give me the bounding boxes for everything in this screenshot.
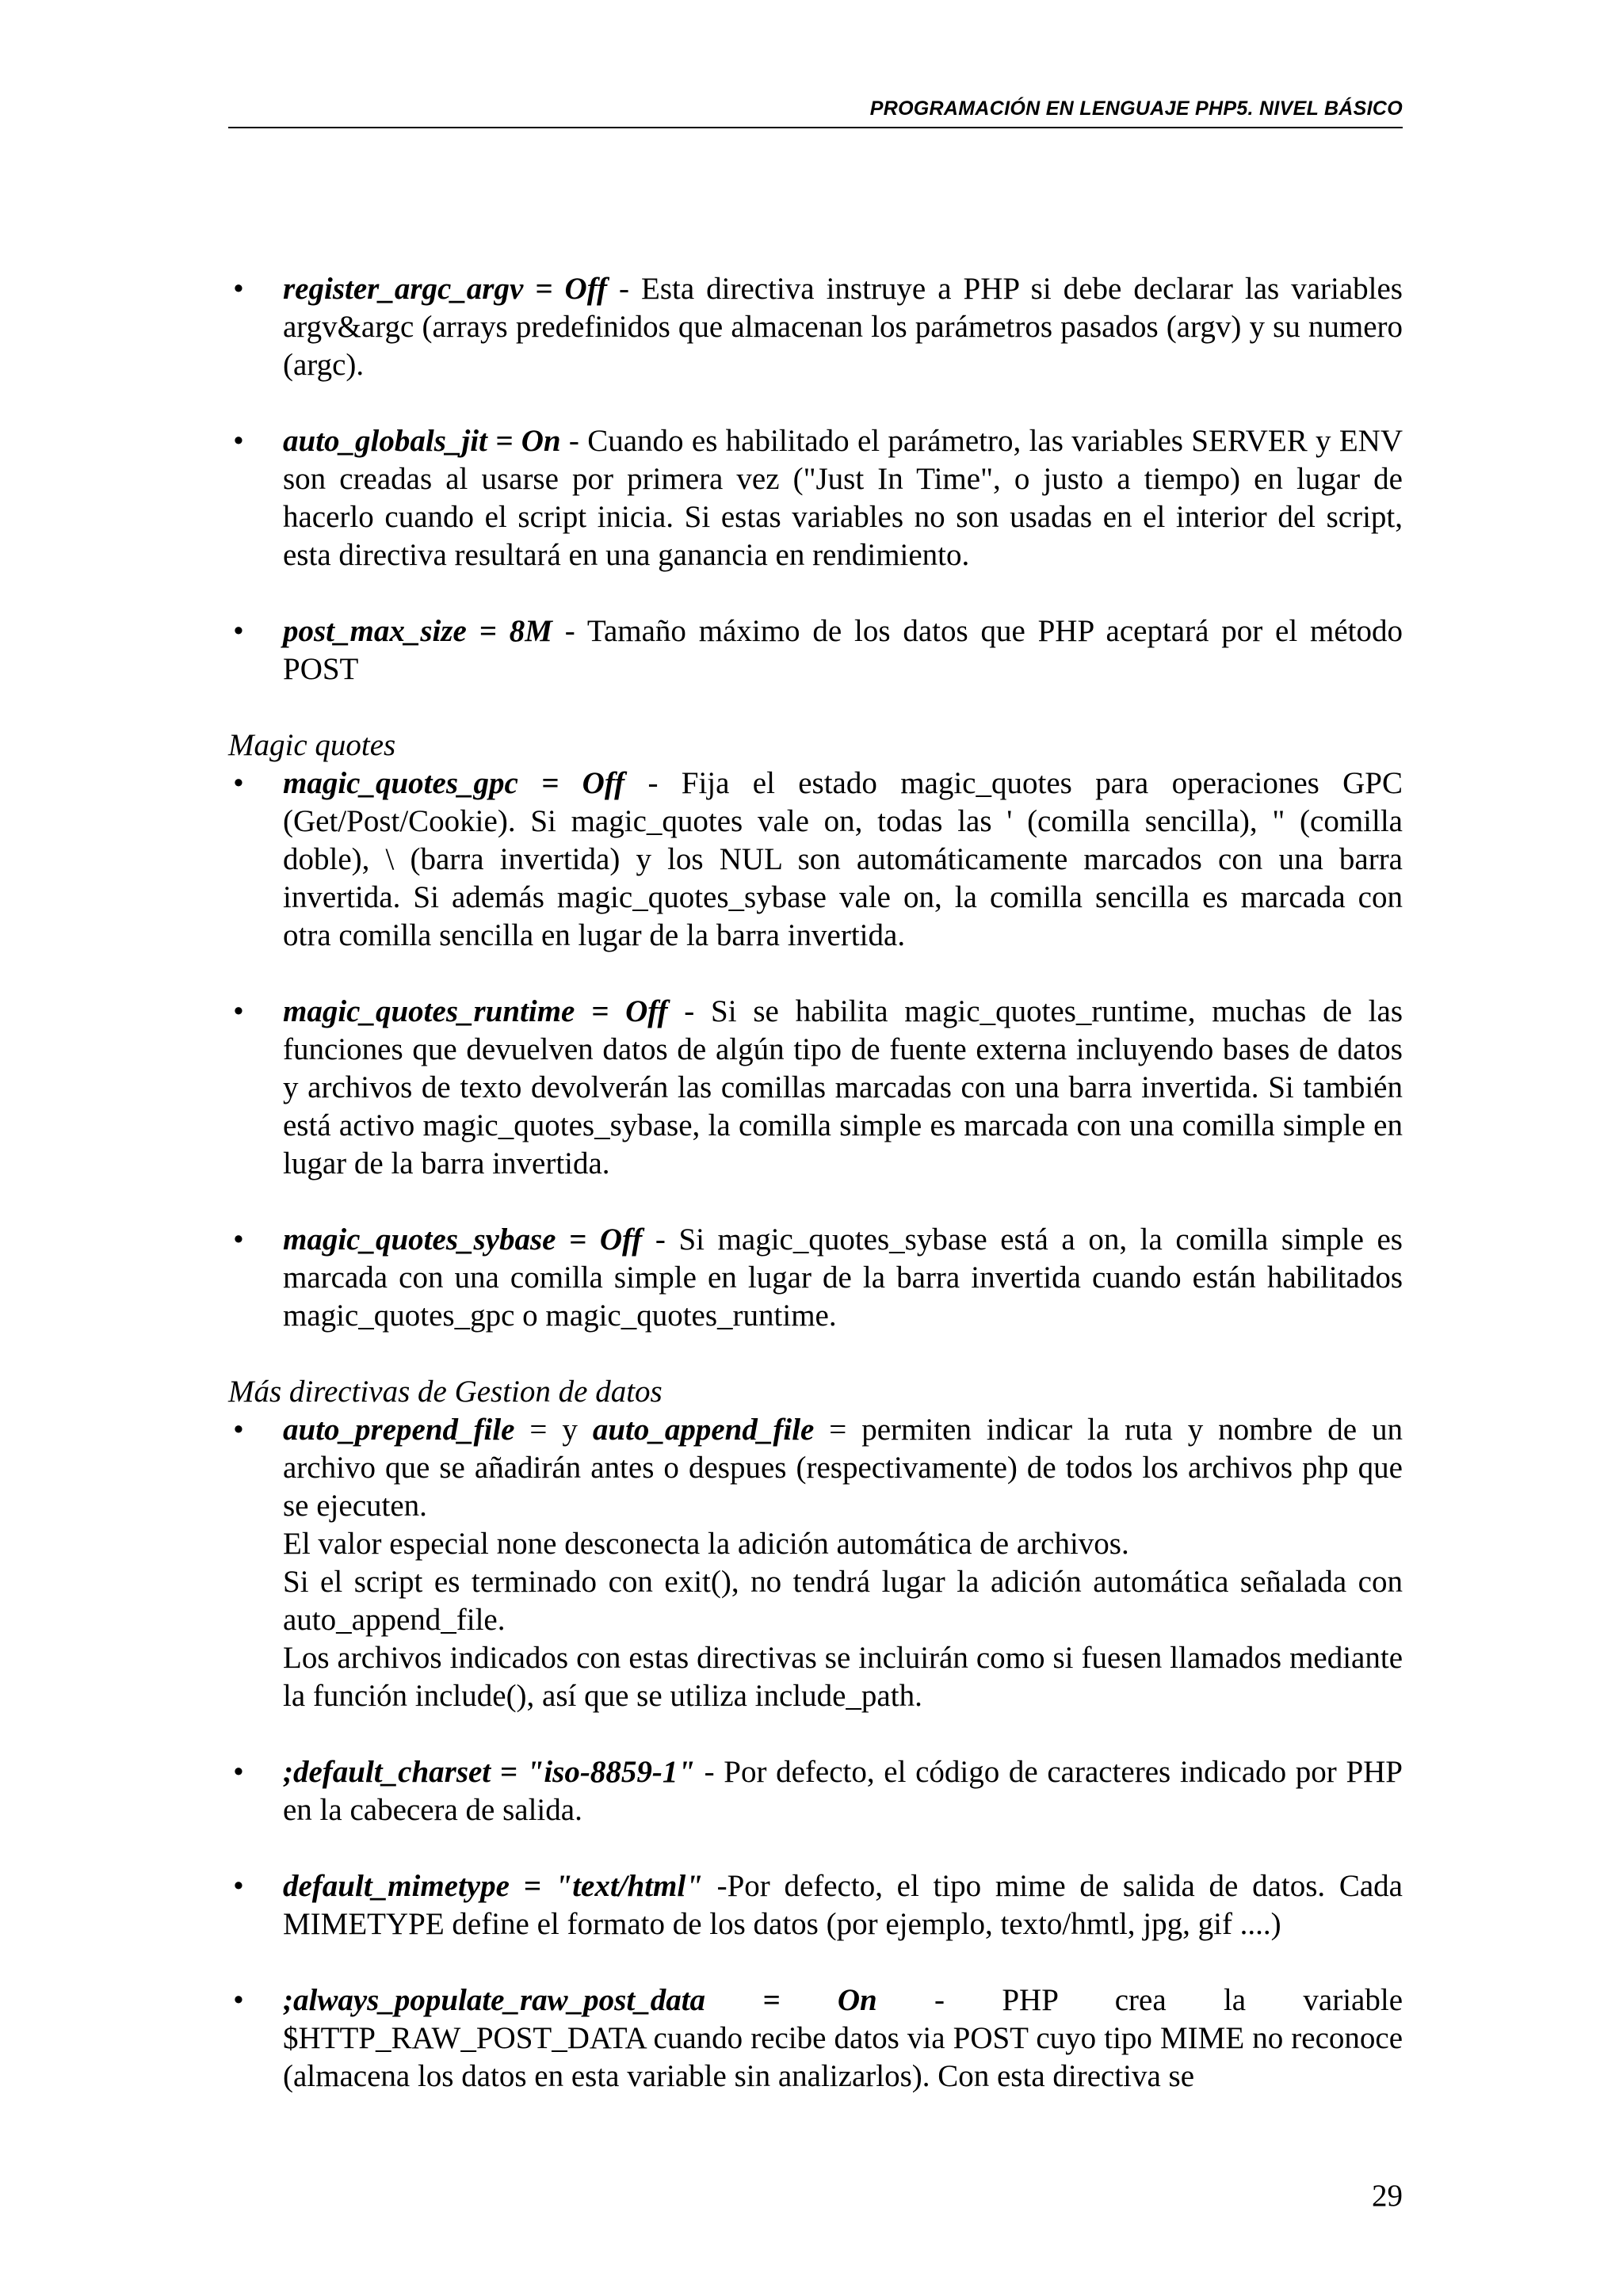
list-item-magic-quotes-runtime: [228, 993, 1403, 1183]
section-title-data-management: Más directivas de Gestion de datos: [228, 1375, 663, 1409]
directive-name: register_argc_argv = Off: [283, 272, 607, 306]
directive-name: post_max_size = 8M: [283, 614, 552, 648]
list-item-always-populate-raw-post-data: [228, 1981, 1403, 2096]
directive-description: - Cuando es habilitado el parámetro, las variables SERVER y ENV son creadas al usarse por primera vez ("Just In Time", o justo a tiempo) en lugar de hacerlo cuando el script inicia. Si estas variables no son usadas en el interior del script, esta directiva resultará en una ganancia en rendimiento.: [283, 424, 1403, 572]
bullet-icon: •: [233, 1413, 244, 1447]
directive-description: -Por defecto, el tipo mime de salida de datos. Cada MIMETYPE define el formato de los datos (por ejemplo, texto/hmtl, jpg, gif ....): [283, 1869, 1403, 1941]
directive-name: auto_globals_jit = On: [283, 424, 561, 458]
list-item-auto-globals-jit: [228, 422, 1403, 574]
directive-description: - PHP crea la variable $HTTP_RAW_POST_DATA cuando recibe datos via POST cuyo tipo MIME no reconoce (almacena los datos en esta variable sin analizarlos). Con esta directiva se: [283, 1983, 1403, 2093]
section-title-magic-quotes: Magic quotes: [228, 728, 396, 762]
directive-name: default_mimetype = "text/html": [283, 1869, 703, 1903]
bullet-icon: •: [233, 1755, 244, 1789]
bullet-icon: •: [233, 272, 244, 306]
list-item-magic-quotes-sybase: [228, 1221, 1403, 1335]
bullet-icon: •: [233, 1222, 244, 1257]
directive-name: magic_quotes_gpc = Off: [283, 766, 625, 800]
directive-name: ;always_populate_raw_post_data = On: [283, 1983, 877, 2017]
bullet-icon: •: [233, 1869, 244, 1903]
page-number: 29: [1372, 2179, 1403, 2213]
directive-name: magic_quotes_runtime = Off: [283, 994, 668, 1028]
directive-description: - Si se habilita magic_quotes_runtime, muchas de las funciones que devuelven datos de algún tipo de fuente externa incluyendo bases de datos y archivos de texto devolverán las comillas marcadas con una barra invertida. Si también está activo magic_quotes_sybase, la comilla simple es marcada con una comilla simple en lugar de la barra invertida.: [283, 994, 1403, 1180]
directive-description: = permiten indicar la ruta y nombre de un archivo que se añadirán antes o despues (respectivamente) de todos los archivos php que se ejecuten.: [283, 1413, 1403, 1523]
page-header: [228, 97, 1403, 128]
directive-description: - Fija el estado magic_quotes para operaciones GPC (Get/Post/Cookie). Si magic_quotes vale on, todas las ' (comilla sencilla), " (comilla doble), \ (barra invertida) y los NUL son automáticamente marcados con una barra invertida. Si además magic_quotes_sybase vale on, la comilla sencilla es marcada con otra comilla sencilla en lugar de la barra invertida.: [283, 766, 1403, 952]
prepend-paragraph: [283, 1411, 1403, 1525]
bullet-icon: •: [233, 1983, 244, 2017]
bullet-icon: •: [233, 994, 244, 1028]
bullet-icon: •: [233, 766, 244, 800]
list-item-default-charset: [228, 1753, 1403, 1829]
list-item-post-max-size: [228, 612, 1403, 688]
bullet-icon: •: [233, 614, 244, 648]
document-body: [228, 270, 1403, 2096]
list-item-default-mimetype: [228, 1867, 1403, 1943]
directive-description: - Esta directiva instruye a PHP si debe declarar las variables argv&argc (arrays predefinidos que almacenan los parámetros pasados (argv) y su numero (argc).: [283, 272, 1403, 382]
prepend-note: El valor especial none desconecta la adición automática de archivos.: [283, 1527, 1129, 1561]
directive-name: ;default_charset = "iso-8859-1": [283, 1755, 695, 1789]
list-item-magic-quotes-gpc: [228, 765, 1403, 955]
directive-description: - Por defecto, el código de caracteres indicado por PHP en la cabecera de salida.: [283, 1755, 1403, 1827]
list-item-register-argc-argv: [228, 270, 1403, 384]
directive-name: auto_append_file: [592, 1413, 815, 1447]
list-item-auto-prepend-file: [228, 1411, 1403, 1715]
prepend-note: Si el script es terminado con exit(), no tendrá lugar la adición automática señalada con auto_append_file.: [283, 1565, 1403, 1637]
directive-connector: = y: [514, 1413, 593, 1447]
directive-name: magic_quotes_sybase = Off: [283, 1222, 643, 1257]
bullet-icon: •: [233, 424, 244, 458]
directive-description: - Si magic_quotes_sybase está a on, la comilla simple es marcada con una comilla simple en lugar de la barra invertida cuando están habilitados magic_quotes_gpc o magic_quotes_runtime.: [283, 1222, 1403, 1333]
directive-name: auto_prepend_file: [283, 1413, 515, 1447]
prepend-note: Los archivos indicados con estas directivas se incluirán como si fuesen llamados mediante la función include(), así que se utiliza include_path.: [283, 1641, 1403, 1713]
directive-description: - Tamaño máximo de los datos que PHP aceptará por el método POST: [283, 614, 1403, 686]
header-title: PROGRAMACIÓN EN LENGUAJE PHP5. NIVEL BÁSICO: [869, 97, 1403, 120]
